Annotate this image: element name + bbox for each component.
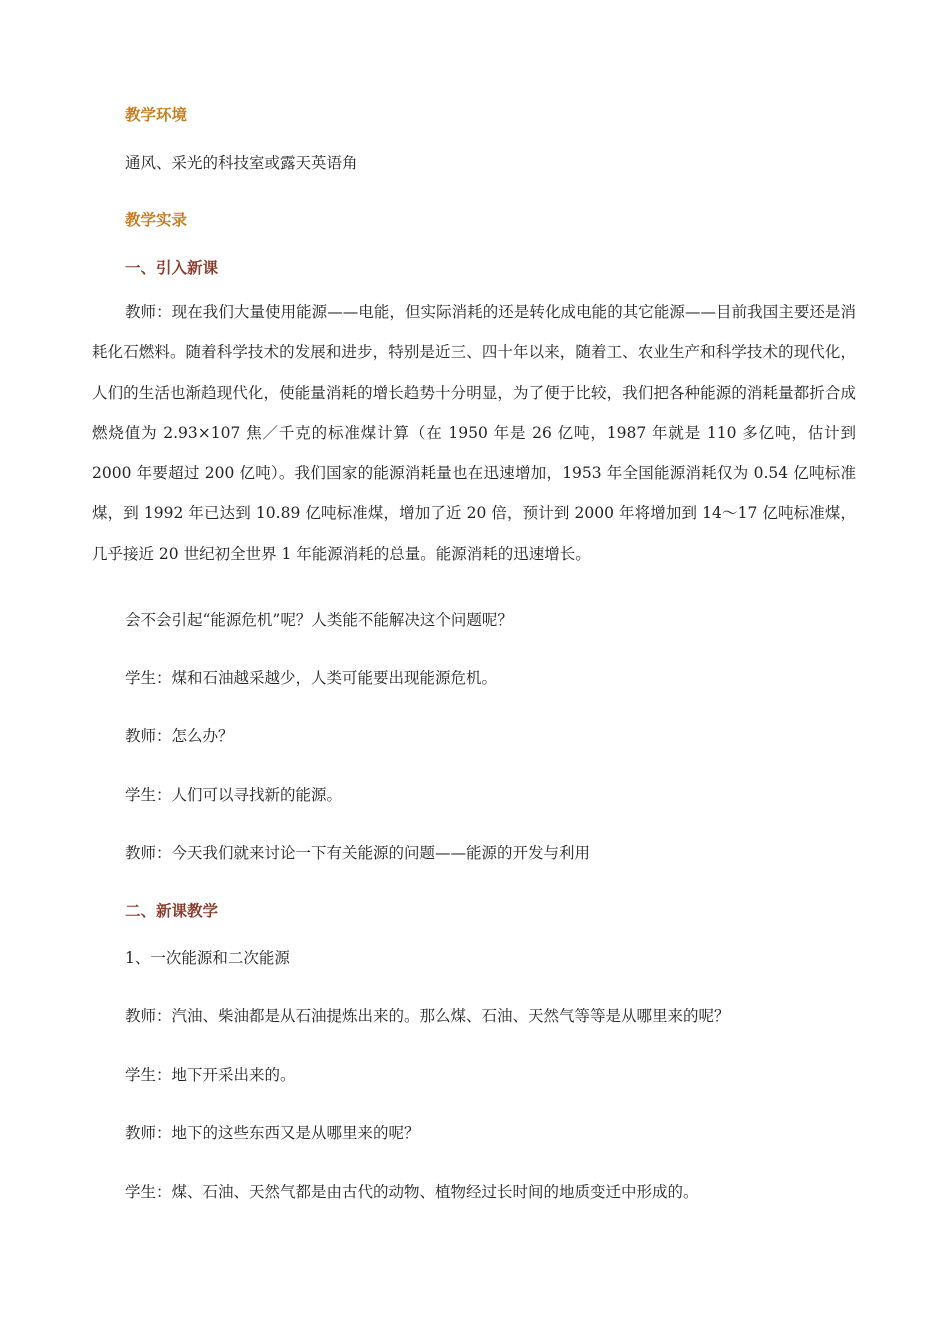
heading-part-two: 二、新课教学 [125, 901, 219, 920]
subsection-title: 1、一次能源和二次能源 [125, 949, 290, 967]
heading-teaching-record: 教学实录 [125, 210, 188, 229]
intro-paragraph: 教师：现在我们大量使用能源——电能，但实际消耗的还是转化成电能的其它能源——目前我国主要还是消耗化石燃料。随着科学技术的发展和进步，特别是近三、四十年以来，随着工、农业生产和科学技术的现代化，人们的生活也渐趋现代化，使能量消耗的增长趋势十分明显，为了便于比较，我们把各种能源的消耗量都折合成燃烧值为 2.93×107 焦／千克的标准煤计算（在 1950 年是 26 亿吨，1987 年就是 110 多亿吨，估计到 2000 年要超过 200 亿吨）。我们国家的能源消耗量也在迅速增加，1953 年全国能源消耗仅为 0.54 亿吨标准煤，到 1992 年已达到 10.89 亿吨标准煤，增加了近 20 倍，预计到 2000 年将增加到 14～17 亿吨标准煤，几乎接近 20 世纪初全世界 1 年能源消耗的总量。能源消耗的迅速增长。 [92, 303, 856, 563]
dialogue-line: 教师：今天我们就来讨论一下有关能源的问题——能源的开发与利用 [125, 844, 591, 862]
dialogue-line: 教师：怎么办？ [125, 727, 234, 745]
dialogue-line: 学生：煤、石油、天然气都是由古代的动物、植物经过长时间的地质变迁中形成的。 [125, 1183, 699, 1201]
dialogue-line: 会不会引起“能源危机”呢？人类能不能解决这个问题呢？ [125, 611, 513, 629]
environment-text: 通风、采光的科技室或露天英语角 [125, 154, 358, 172]
dialogue-line: 学生：人们可以寻找新的能源。 [125, 786, 343, 804]
dialogue-line: 学生：煤和石油越采越少，人类可能要出现能源危机。 [125, 669, 498, 687]
heading-teaching-environment: 教学环境 [125, 105, 188, 124]
heading-part-one: 一、引入新课 [125, 258, 219, 277]
dialogue-line: 学生：地下开采出来的。 [125, 1066, 296, 1084]
dialogue-line: 教师：地下的这些东西又是从哪里来的呢？ [125, 1124, 420, 1142]
dialogue-line: 教师：汽油、柴油都是从石油提炼出来的。那么煤、石油、天然气等等是从哪里来的呢？ [125, 1007, 730, 1025]
